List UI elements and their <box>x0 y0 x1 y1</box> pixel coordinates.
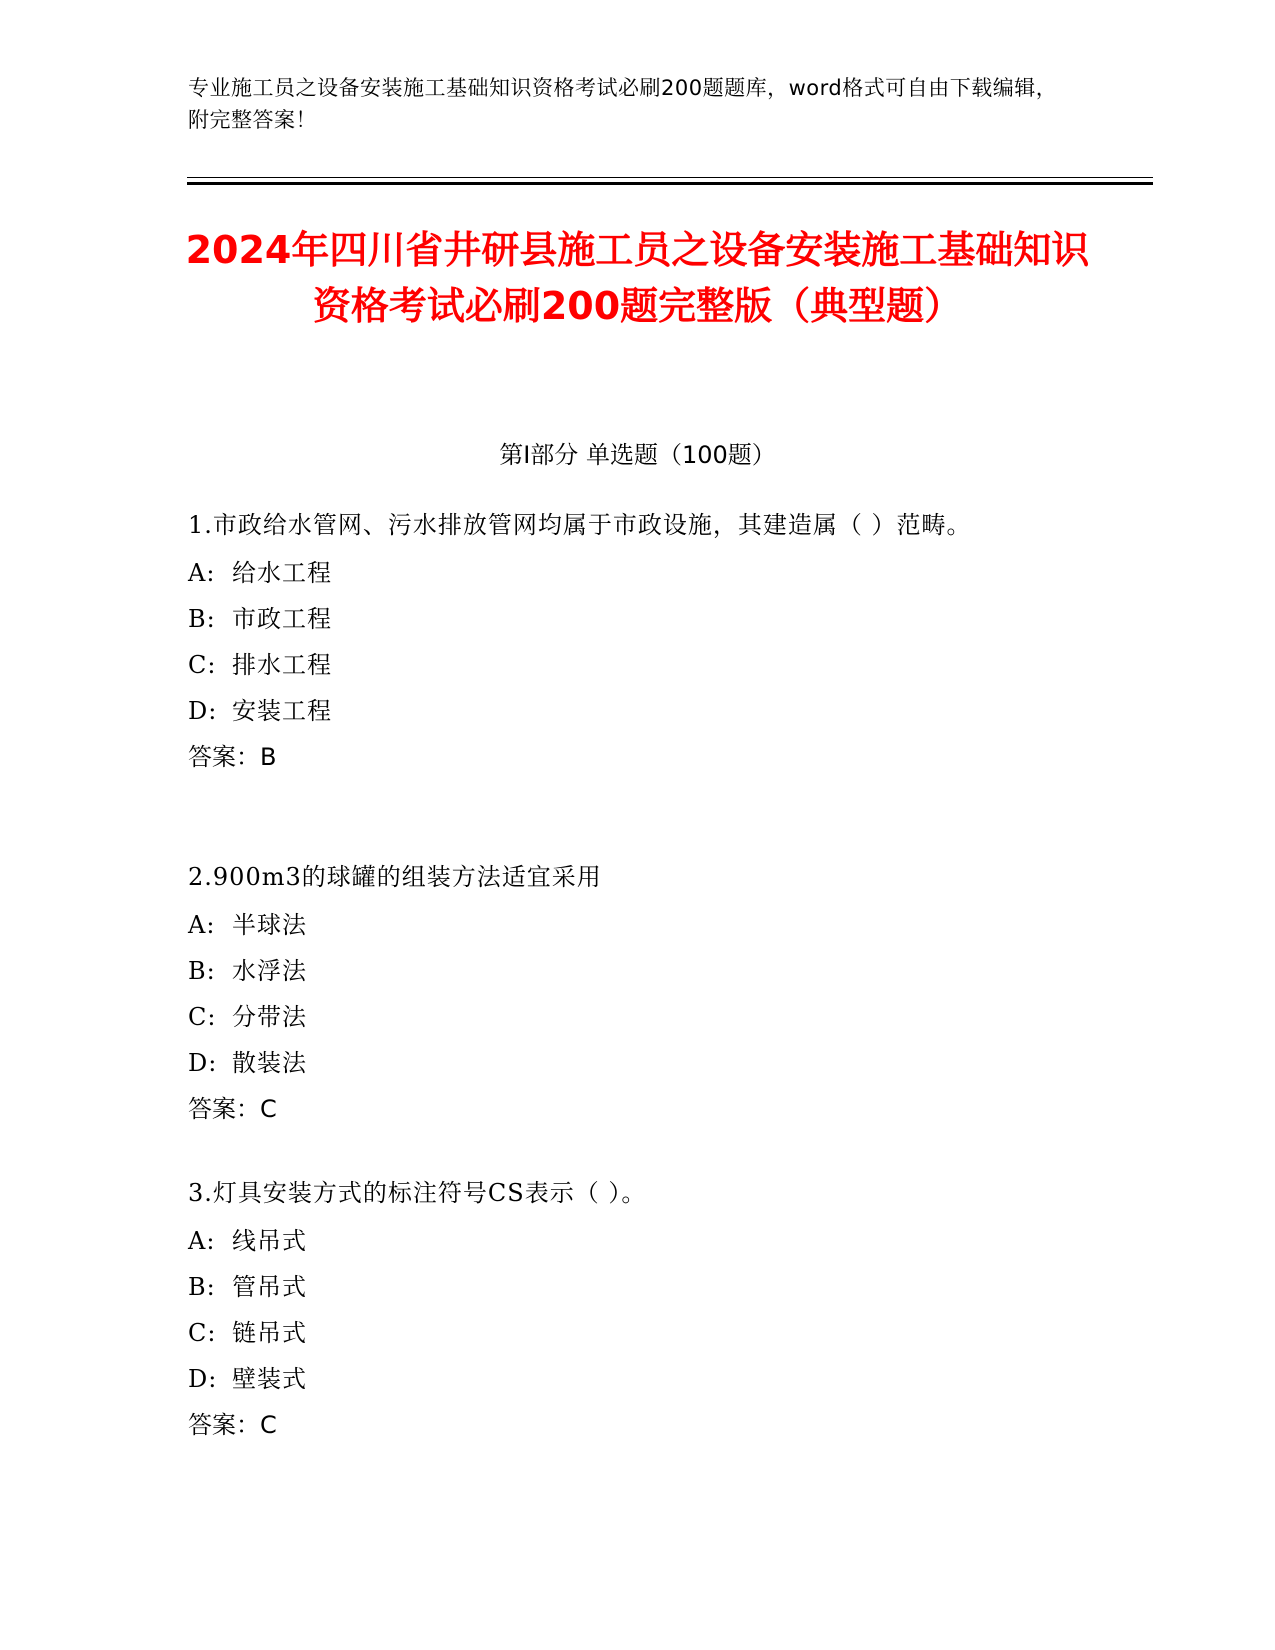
option-letter: B: <box>188 605 216 633</box>
answer-line <box>188 1402 1088 1448</box>
option-text: 半球法 <box>232 911 307 939</box>
option-text: 水浮法 <box>232 957 307 985</box>
option-text: 给水工程 <box>232 559 332 587</box>
option-d <box>188 688 1088 734</box>
option-text: 壁装式 <box>232 1365 307 1393</box>
option-c <box>188 1310 1088 1356</box>
option-letter: B: <box>188 1273 216 1301</box>
option-text: 链吊式 <box>232 1319 307 1347</box>
option-text: 安装工程 <box>232 697 332 725</box>
question-2 <box>188 852 1088 1132</box>
option-d <box>188 1040 1088 1086</box>
option-letter: C: <box>188 1003 217 1031</box>
option-d <box>188 1356 1088 1402</box>
option-a <box>188 902 1088 948</box>
answer-label: 答案： <box>188 1411 260 1439</box>
section-title: 第I部分 单选题（100题） <box>499 441 776 469</box>
option-text: 分带法 <box>232 1003 307 1031</box>
question-text: 1.市政给水管网、污水排放管网均属于市政设施，其建造属（ ）范畴。 <box>188 511 972 539</box>
option-text: 排水工程 <box>232 651 332 679</box>
answer-label: 答案： <box>188 743 260 771</box>
question-text: 3.灯具安装方式的标注符号CS表示（ ）。 <box>188 1179 647 1207</box>
option-letter: C: <box>188 651 217 679</box>
option-b <box>188 948 1088 994</box>
answer-label: 答案： <box>188 1095 260 1123</box>
question-text: 2.900m3的球罐的组装方法适宜采用 <box>188 863 602 891</box>
option-b <box>188 596 1088 642</box>
document-title: 2024年四川省井研县施工员之设备安装施工基础知识资格考试必刷200题完整版（典型题） <box>185 228 1090 328</box>
option-c <box>188 994 1088 1040</box>
question-3 <box>188 1168 1088 1448</box>
answer-value: B <box>260 743 277 771</box>
header-note: 专业施工员之设备安装施工基础知识资格考试必刷200题题库，word格式可自由下载编辑，附完整答案！ <box>188 76 1058 132</box>
option-letter: D: <box>188 697 218 725</box>
option-letter: A: <box>188 911 216 939</box>
option-letter: A: <box>188 1227 216 1255</box>
option-text: 管吊式 <box>232 1273 307 1301</box>
answer-line <box>188 734 1088 780</box>
option-text: 散装法 <box>232 1049 307 1077</box>
option-letter: B: <box>188 957 216 985</box>
option-letter: D: <box>188 1365 218 1393</box>
question-1 <box>188 500 1088 780</box>
option-letter: A: <box>188 559 216 587</box>
option-text: 线吊式 <box>232 1227 307 1255</box>
header-divider-thin <box>187 177 1153 178</box>
option-c <box>188 642 1088 688</box>
option-letter: D: <box>188 1049 218 1077</box>
option-a <box>188 550 1088 596</box>
answer-value: C <box>260 1411 277 1439</box>
answer-value: C <box>260 1095 277 1123</box>
option-b <box>188 1264 1088 1310</box>
option-a <box>188 1218 1088 1264</box>
option-letter: C: <box>188 1319 217 1347</box>
answer-line <box>188 1086 1088 1132</box>
option-text: 市政工程 <box>232 605 332 633</box>
header-divider-thick <box>187 182 1153 185</box>
